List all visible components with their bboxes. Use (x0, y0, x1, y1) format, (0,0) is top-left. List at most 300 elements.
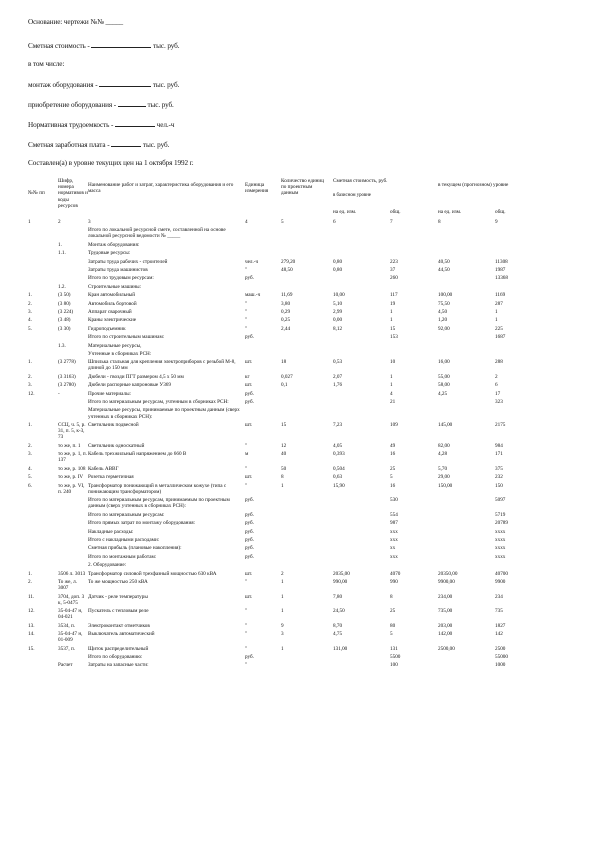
unit-cell: " (245, 622, 248, 629)
current-per-unit-cell: 9900,00 (438, 578, 455, 585)
row-number-cell: 5. (28, 325, 32, 332)
current-per-unit-cell (438, 545, 495, 553)
col-number: 8 (438, 219, 441, 226)
quantity-cell (281, 537, 333, 545)
base-total-cell (390, 562, 438, 570)
base-total-cell: 100 (390, 662, 398, 669)
base-per-unit-cell (333, 275, 390, 283)
base-per-unit-cell: 0,80 (333, 266, 343, 273)
base-total-cell: 25 (390, 465, 396, 472)
labor-label: Нормативная трудоемкость - (28, 121, 114, 129)
row-number-cell: 1. (28, 570, 32, 577)
current-per-unit-cell (438, 227, 495, 242)
name-cell: Итого прямых затрат по монтажу оборудования: (88, 520, 196, 527)
code-cell: то же, п. 1 (58, 442, 81, 449)
base-per-unit-header: на ед. изм. (333, 209, 357, 216)
name-cell: Итого по трудовым ресурсам: (88, 275, 154, 282)
base-total-cell: 153 (390, 334, 398, 341)
code-cell: (3 50) (58, 292, 71, 299)
current-level-header (438, 178, 588, 209)
current-total-cell: 17 (495, 390, 501, 397)
table-row (28, 399, 588, 407)
unit-cell: руб. (245, 528, 254, 535)
base-per-unit-cell: 4,05 (333, 442, 343, 449)
row-number-cell: 11. (28, 593, 35, 600)
table-row (28, 284, 588, 292)
row-number-cell (28, 662, 58, 670)
cur-per-unit-header: на ед. изм. (438, 209, 462, 216)
col-qty-header: Количество единиц по проектным данным (281, 178, 324, 197)
base-per-unit-cell: 1,76 (333, 382, 343, 389)
current-per-unit-cell (438, 284, 495, 292)
current-total-cell: 1687 (495, 334, 506, 341)
quantity-cell (281, 227, 333, 242)
row-number-cell (28, 529, 58, 537)
unit-cell (245, 562, 281, 570)
current-total-cell (495, 250, 588, 258)
table-row (28, 654, 588, 662)
row-number-cell: 14. (28, 631, 35, 638)
col-number: 5 (281, 219, 284, 226)
base-total-cell: 131 (390, 645, 398, 652)
code-cell: 3704, доп. 3 к, 5-0475 (58, 593, 85, 606)
base-per-unit-cell: 15,90 (333, 482, 345, 489)
current-total-cell: 5719 (495, 511, 506, 518)
quantity-cell (281, 529, 333, 537)
unit-cell: руб. (245, 497, 254, 504)
name-cell: Итого по оборудованию: (88, 654, 143, 661)
quantity-cell (281, 334, 333, 342)
base-per-unit-cell (333, 399, 390, 407)
code-cell: (3 2780) (58, 382, 76, 389)
name-cell: Шпилька стальная для крепления электроприборов с резьбой М-8, длиной до 150 мм (88, 359, 236, 372)
current-total-cell: 11308 (495, 258, 508, 265)
name-cell: Кабель АВВГ (88, 465, 119, 472)
current-total-cell (495, 343, 588, 351)
current-total-cell (495, 562, 588, 570)
current-per-unit-cell: 1,20 (438, 317, 448, 324)
base-per-unit-cell: 2035,00 (333, 570, 350, 577)
unit-cell: шт. (245, 422, 253, 429)
base-total-cell: 16 (390, 451, 396, 458)
table-body (28, 227, 588, 671)
current-per-unit-cell: 203,00 (438, 622, 453, 629)
quantity-cell: 9 (281, 622, 284, 629)
code-cell: 1.3. (58, 342, 66, 349)
base-per-unit-cell (333, 654, 390, 662)
name-cell: Прочие материалы: (88, 390, 132, 397)
name-cell: Дюбели распорные капроновые У369 (88, 382, 171, 389)
current-per-unit-cell: 145,00 (438, 422, 453, 429)
current-per-unit-cell: 44,50 (438, 266, 450, 273)
current-per-unit-cell (438, 562, 495, 570)
compiled-line: Составлен(а) в уровне текущих цен на 1 октября 1992 г. (28, 159, 194, 167)
current-per-unit-cell: 92,00 (438, 325, 450, 332)
current-total-cell: хххх (495, 545, 506, 552)
base-total-header: общ. (390, 209, 401, 216)
row-number-cell: 1. (28, 359, 32, 366)
table-row (28, 391, 588, 399)
current-per-unit-cell (438, 242, 495, 250)
row-number-cell (28, 284, 58, 292)
base-total-cell: 554 (390, 511, 398, 518)
base-total-cell: 19 (390, 300, 396, 307)
unit-cell (245, 351, 281, 359)
quantity-cell (281, 520, 333, 528)
base-per-unit-cell: 7,23 (333, 422, 343, 429)
current-total-cell: хххх (495, 536, 506, 543)
unit-cell: " (245, 578, 248, 585)
table-row (28, 545, 588, 553)
row-number-cell (28, 259, 58, 267)
base-total-cell: 49 (390, 442, 396, 449)
base-total-cell: 223 (390, 258, 398, 265)
row-number-cell (28, 520, 58, 528)
row-number-cell (28, 343, 58, 351)
code-cell: 3534, п. (58, 622, 76, 629)
row-number-cell: 3. (28, 308, 32, 315)
base-total-cell: 16 (390, 482, 396, 489)
current-total-cell: 1987 (495, 266, 506, 273)
row-number-cell: 12. (28, 390, 35, 397)
current-total-cell: хххх (495, 528, 506, 535)
code-cell: (3 80) (58, 300, 71, 307)
current-total-cell: 6 (495, 382, 498, 389)
table-row (28, 422, 588, 443)
base-total-cell: 25 (390, 608, 396, 615)
base-per-unit-cell: 990,00 (333, 578, 348, 585)
code-cell: (3 2778) (58, 359, 76, 366)
name-cell: Дюбели - гвозди ПГТ размером 4,5 х 50 мм (88, 373, 184, 380)
code-cell: 35-04-47 н, 01-009 (58, 631, 83, 644)
row-number-cell (28, 407, 58, 422)
table-row (28, 309, 588, 317)
quantity-cell: 279,20 (281, 258, 296, 265)
current-total-cell: 234 (495, 593, 503, 600)
base-per-unit-cell (333, 227, 390, 242)
table-row (28, 382, 588, 390)
unit-cell: руб. (245, 654, 254, 661)
row-number-cell: 2. (28, 300, 32, 307)
current-per-unit-cell (438, 399, 495, 407)
estimated-cost-blank[interactable] (91, 41, 151, 48)
row-number-cell: 13. (28, 622, 35, 629)
table-row (28, 259, 588, 267)
table-row (28, 623, 588, 631)
code-cell (58, 275, 88, 283)
purchase-unit: тыс. руб. (147, 101, 174, 109)
unit-cell: " (245, 317, 248, 324)
base-total-cell: 987 (390, 520, 398, 527)
table-row (28, 334, 588, 342)
unit-cell: руб. (245, 545, 254, 552)
base-per-unit-cell: 0,53 (333, 359, 343, 366)
base-total-cell: 1 (390, 382, 393, 389)
current-per-unit-cell: 75,50 (438, 300, 450, 307)
base-total-cell (390, 227, 438, 242)
current-per-unit-cell: 5,70 (438, 465, 448, 472)
quantity-cell (281, 343, 333, 351)
table-row (28, 267, 588, 275)
installation-blank[interactable] (99, 80, 151, 87)
code-cell (58, 334, 88, 342)
base-total-cell: 1 (390, 373, 393, 380)
name-cell: Кабель трехжильный напряжением до 660 В (88, 451, 187, 458)
table-row (28, 646, 588, 654)
quantity-cell (281, 284, 333, 292)
code-cell: (3 30) (58, 325, 71, 332)
quantity-cell: 2,44 (281, 325, 291, 332)
table-row (28, 483, 588, 498)
col-number: 4 (245, 219, 248, 226)
name-cell: Автомобиль бортовой (88, 300, 137, 307)
current-total-cell: 150 (495, 482, 503, 489)
base-per-unit-cell: 2,99 (333, 308, 343, 315)
row-number-cell: 5. (28, 474, 32, 481)
quantity-cell (281, 407, 333, 422)
name-cell: Итого по монтажным работам: (88, 553, 157, 560)
name-cell: Материальные ресурсы, принимаемые по проектным данным (сверх учтенных в сборниках РСН): (88, 407, 240, 420)
current-per-unit-cell: 2500,00 (438, 645, 455, 652)
base-per-unit-cell: 10,00 (333, 292, 345, 299)
base-total-cell: 4 (390, 390, 393, 397)
base-per-unit-cell: 24,50 (333, 608, 345, 615)
current-per-unit-cell: 82,00 (438, 442, 450, 449)
code-cell (58, 537, 88, 545)
current-total-cell: 375 (495, 465, 503, 472)
col-number: 1 (28, 219, 31, 226)
quantity-cell: 3,80 (281, 300, 291, 307)
quantity-cell: 11,69 (281, 292, 293, 299)
table-row (28, 374, 588, 382)
base-per-unit-cell (333, 284, 390, 292)
unit-cell: " (245, 325, 248, 332)
row-number-cell (28, 351, 58, 359)
base-total-cell: 530 (390, 497, 398, 504)
unit-cell (245, 242, 281, 250)
quantity-cell: 1 (281, 593, 284, 600)
current-total-cell: 984 (495, 442, 503, 449)
wages-blank[interactable] (111, 140, 141, 147)
base-per-unit-cell (333, 537, 390, 545)
base-per-unit-cell (333, 242, 390, 250)
name-cell: Розетка герметичная (88, 474, 134, 481)
base-total-cell: 990 (390, 578, 398, 585)
wages-label: Сметная заработная плата - (28, 141, 110, 149)
table-row (28, 512, 588, 520)
name-cell: 2. Оборудование: (88, 562, 127, 569)
name-cell: Итого по материальным ресурсам, принимаемым по проектным данным (сверх учтенных в сборниках РСН): (88, 497, 230, 510)
current-per-unit-cell: 16,00 (438, 359, 450, 366)
current-total-cell: 1169 (495, 292, 506, 299)
name-cell: Кран автомобильный (88, 292, 136, 299)
installation-line (28, 80, 179, 89)
unit-cell (245, 343, 281, 351)
base-total-cell: 1 (390, 317, 393, 324)
base-per-unit-cell (333, 407, 390, 422)
row-number-cell (28, 554, 58, 562)
current-per-unit-cell (438, 520, 495, 528)
unit-cell (245, 407, 281, 422)
col-number: 7 (390, 219, 393, 226)
quantity-cell (281, 275, 333, 283)
quantity-cell: 3 (281, 631, 284, 638)
code-cell: 1.2. (58, 283, 66, 290)
purchase-label: приобретение оборудования - (28, 101, 117, 109)
name-cell: Итого по материальным ресурсам: (88, 511, 165, 518)
current-per-unit-cell: 234,00 (438, 593, 453, 600)
table-row (28, 359, 588, 374)
quantity-cell: 1 (281, 482, 284, 489)
unit-cell (245, 284, 281, 292)
current-per-unit-cell: 150,00 (438, 482, 453, 489)
table-header (28, 178, 588, 227)
unit-cell: " (245, 662, 248, 669)
current-per-unit-cell: 735,00 (438, 608, 453, 615)
base-per-unit-cell (333, 545, 390, 553)
current-total-cell: 1827 (495, 622, 506, 629)
unit-cell: " (245, 465, 248, 472)
base-total-cell: ххх (390, 536, 398, 543)
quantity-cell (281, 512, 333, 520)
unit-cell: маш.-ч (245, 292, 261, 299)
table-row (28, 474, 588, 482)
name-cell: Щиток распределительный (88, 645, 149, 652)
table-row (28, 579, 588, 594)
unit-cell: руб. (245, 553, 254, 560)
installation-unit: тыс. руб. (152, 81, 180, 89)
current-per-unit-cell (438, 654, 495, 662)
unit-cell: шт. (245, 382, 253, 389)
unit-cell: " (245, 645, 248, 652)
current-total-cell: 288 (495, 359, 503, 366)
code-cell: то же, р. VI, п. 240 (58, 482, 85, 495)
quantity-cell: 0,29 (281, 308, 291, 315)
current-total-cell: 1 (495, 308, 498, 315)
current-total-cell (495, 284, 588, 292)
current-per-unit-cell: 142,00 (438, 631, 453, 638)
code-cell (58, 512, 88, 520)
unit-cell: кг (245, 373, 250, 380)
table-row (28, 662, 588, 670)
current-total-cell: 171 (495, 451, 503, 458)
code-cell: то же, р. 108 (58, 465, 86, 472)
base-total-cell: 8 (390, 593, 393, 600)
base-total-cell: 21 (390, 399, 396, 406)
code-cell: 35-04-47 н, 04-021 (58, 608, 83, 621)
name-cell: Итого по строительным машинам: (88, 334, 165, 341)
base-per-unit-cell: 7,80 (333, 593, 343, 600)
base-per-unit-cell (333, 562, 390, 570)
row-number-cell: 12. (28, 608, 35, 615)
unit-cell: руб. (245, 275, 254, 282)
table-row (28, 275, 588, 283)
code-cell (58, 654, 88, 662)
code-cell (58, 259, 88, 267)
table-row (28, 554, 588, 562)
quantity-cell: 1 (281, 578, 284, 585)
code-cell: 1. (58, 241, 62, 248)
base-per-unit-cell: 0,00 (333, 317, 343, 324)
name-cell: Затраты на запасные части: (88, 662, 149, 669)
unit-cell: " (245, 308, 248, 315)
unit-cell: шт. (245, 593, 253, 600)
current-per-unit-cell (438, 537, 495, 545)
name-cell: Строительные машины: (88, 283, 142, 290)
col-name-header: Наименование работ и затрат, характеристика оборудования и его масса (88, 182, 234, 195)
name-cell: Гидроподъемник (88, 325, 126, 332)
quantity-cell (281, 545, 333, 553)
base-total-cell: 260 (390, 275, 398, 282)
current-total-cell (495, 351, 588, 359)
base-per-unit-cell (333, 250, 390, 258)
labor-blank[interactable] (115, 120, 155, 127)
quantity-cell: 12 (281, 442, 287, 449)
quantity-cell (281, 250, 333, 258)
name-cell: Затраты труда машинистов (88, 266, 148, 273)
unit-cell: чел.-ч (245, 258, 259, 265)
quantity-cell: 0,1 (281, 382, 288, 389)
table-row (28, 562, 588, 570)
row-number-cell: 2. (28, 578, 32, 585)
row-number-cell (28, 227, 58, 242)
row-number-cell (28, 275, 58, 283)
row-number-cell (28, 267, 58, 275)
row-number-cell: 3. (28, 382, 32, 389)
name-cell: Трансформатор силовой трехфазный мощностью 630 кВА (88, 570, 217, 577)
current-total-cell (495, 227, 588, 242)
code-cell (58, 529, 88, 537)
base-per-unit-cell: 131,00 (333, 645, 348, 652)
current-total-cell: 9900 (495, 578, 506, 585)
purchase-blank[interactable] (118, 100, 146, 107)
current-total-cell: 2500 (495, 645, 506, 652)
current-per-unit-cell: 40,50 (438, 258, 450, 265)
unit-cell: руб. (245, 399, 254, 406)
cur-total-header: общ. (495, 209, 506, 216)
name-cell: Затраты труда рабочих - строителей (88, 258, 168, 265)
table-row (28, 326, 588, 334)
base-total-cell: 5500 (390, 654, 401, 661)
base-per-unit-cell (333, 512, 390, 520)
current-per-unit-cell (438, 529, 495, 537)
unit-cell: " (245, 482, 248, 489)
base-total-cell: 1 (390, 308, 393, 315)
col-unit-header: Единица измерения (245, 182, 269, 195)
quantity-cell: 18 (281, 359, 287, 366)
table-row (28, 317, 588, 325)
base-total-cell: 5 (390, 474, 393, 481)
name-cell: Краны электрические (88, 317, 137, 324)
current-per-unit-cell (438, 250, 495, 258)
wages-line (28, 140, 169, 149)
base-total-cell: 109 (390, 422, 398, 429)
current-per-unit-cell (438, 334, 495, 342)
row-number-cell (28, 562, 58, 570)
code-cell: То же, л. 3007 (58, 578, 77, 592)
name-cell: Выключатель автоматический (88, 631, 155, 638)
current-per-unit-cell: 20350,00 (438, 570, 458, 577)
base-per-unit-cell: 8,70 (333, 622, 343, 629)
table-row (28, 301, 588, 309)
unit-cell: " (245, 300, 248, 307)
unit-cell: руб. (245, 520, 254, 527)
code-cell: то же, р. 1, п. 137 (58, 451, 87, 464)
quantity-cell: 2 (281, 570, 284, 577)
current-total-cell: хххх (495, 553, 506, 560)
name-cell: Итого с накладными расходами: (88, 536, 160, 543)
quantity-cell (281, 242, 333, 250)
